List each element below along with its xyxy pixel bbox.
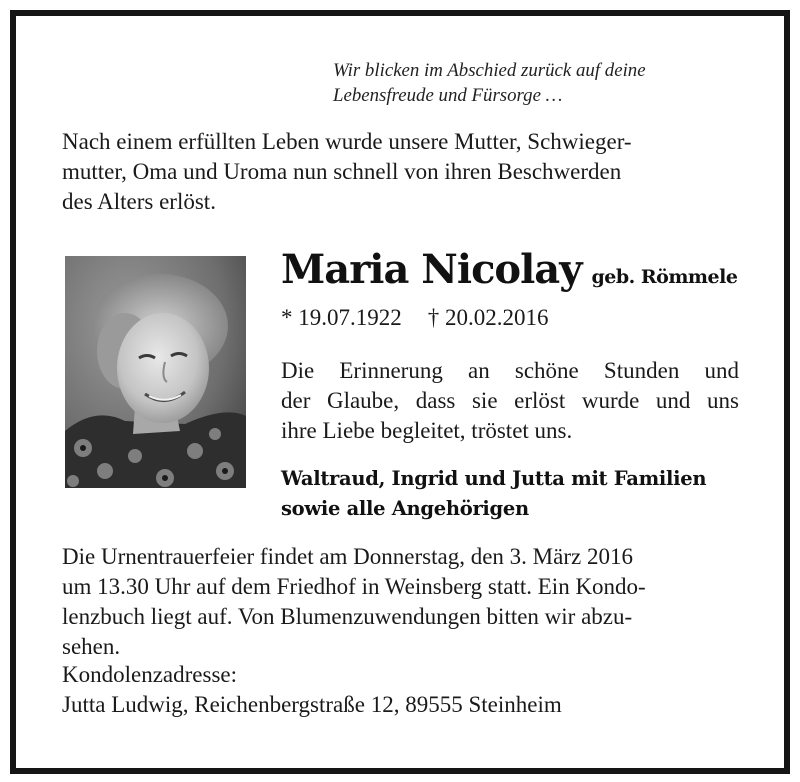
service-line: Die Urnentrauerfeier findet am Donnerstag, den 3. März 2016: [62, 544, 633, 569]
deceased-name-line: [281, 246, 737, 293]
intro-line: Nach einem erfüllten Leben wurde unsere Mutter, Schwieger-: [62, 129, 632, 154]
memory-line: ihre Liebe begleitet, tröstet uns.: [281, 418, 573, 443]
service-line: sehen.: [62, 634, 121, 659]
condolence-label: Kondolenzadresse:: [62, 662, 237, 687]
memory-line: Die Erinnerung an schöne Stunden und: [281, 358, 739, 383]
portrait-photo: [65, 256, 246, 488]
birth-date: * 19.07.1922: [281, 305, 402, 330]
memory-line: der Glaube, dass sie erlöst wurde und uns: [281, 388, 739, 413]
memory-text: [281, 356, 739, 446]
quote-line: Wir blicken im Abschied zurück auf deine: [333, 60, 646, 81]
intro-line: mutter, Oma und Uroma nun schnell von ihren Beschwerden: [62, 159, 622, 184]
condolence-address-line: Jutta Ludwig, Reichenbergstraße 12, 89555 Steinheim: [62, 692, 562, 717]
service-line: um 13.30 Uhr auf dem Friedhof in Weinsberg statt. Ein Kondo-: [62, 574, 646, 599]
life-dates: [281, 305, 549, 331]
intro-line: des Alters erlöst.: [62, 189, 216, 214]
intro-text: [62, 127, 632, 217]
maiden-name: geb. Römmele: [591, 266, 738, 288]
service-line: lenzbuch liegt auf. Von Blumenzuwendungen bitten wir abzu-: [62, 604, 633, 629]
family-line: Waltraud, Ingrid und Jutta mit Familien: [281, 467, 707, 490]
memorial-quote: [333, 58, 753, 108]
condolence-address: [62, 660, 562, 720]
deceased-name: Maria Nicolay: [281, 246, 582, 293]
portrait-image: [65, 256, 246, 488]
service-info: [62, 542, 646, 662]
quote-line: Lebensfreude und Fürsorge …: [333, 85, 563, 106]
family-line: sowie alle Angehörigen: [281, 497, 529, 520]
death-date: † 20.02.2016: [427, 305, 549, 330]
family-signature: [281, 464, 706, 524]
